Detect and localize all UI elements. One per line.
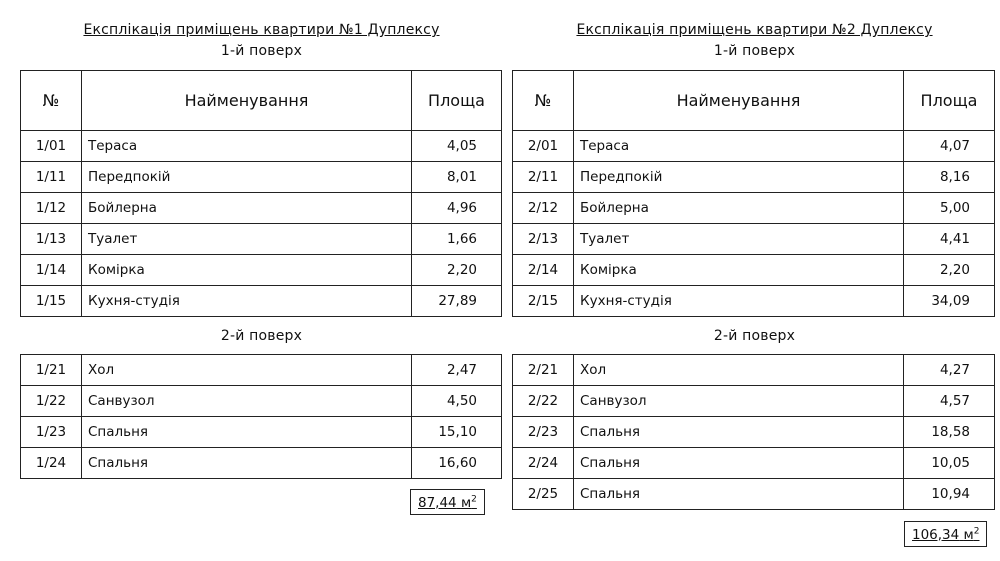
room-number-cell: 1/01 [21, 131, 82, 162]
apartment-2-floor-2-table [512, 354, 995, 510]
room-number-cell: 1/11 [21, 162, 82, 193]
room-number-cell: 2/24 [513, 448, 574, 479]
room-name-cell: Хол [574, 355, 904, 386]
room-name-cell: Кухня-студія [82, 286, 412, 317]
room-area-cell: 4,96 [412, 193, 502, 224]
room-name-cell: Кухня-студія [574, 286, 904, 317]
apartment-1-floor-2-table [20, 354, 502, 479]
table-row [513, 193, 995, 224]
header-no: № [513, 71, 574, 131]
apartment-1-title: Експлікація приміщень квартири №1 Дуплексу [83, 22, 440, 38]
table-row [21, 355, 502, 386]
total-unit-exponent: 2 [973, 526, 980, 536]
table-row [513, 162, 995, 193]
room-name-cell: Спальня [574, 479, 904, 510]
room-number-cell: 2/01 [513, 131, 574, 162]
header-area: Площа [904, 71, 995, 131]
room-name-cell: Бойлерна [574, 193, 904, 224]
room-area-cell: 8,01 [412, 162, 502, 193]
room-number-cell: 1/21 [21, 355, 82, 386]
room-number-cell: 2/15 [513, 286, 574, 317]
table-row [513, 286, 995, 317]
room-name-cell: Туалет [82, 224, 412, 255]
room-area-cell: 8,16 [904, 162, 995, 193]
room-name-cell: Комірка [574, 255, 904, 286]
room-name-cell: Спальня [82, 448, 412, 479]
room-name-cell: Тераса [82, 131, 412, 162]
room-number-cell: 2/13 [513, 224, 574, 255]
apartment-2-title: Експлікація приміщень квартири №2 Дуплексу [576, 22, 933, 38]
room-area-cell: 27,89 [412, 286, 502, 317]
room-area-cell: 2,47 [412, 355, 502, 386]
header-no: № [21, 71, 82, 131]
apartment-1-total-area [410, 489, 485, 515]
total-unit-exponent: 2 [471, 494, 477, 504]
table-row [513, 479, 995, 510]
apartment-2-floor-2-label: 2-й поверх [713, 328, 796, 344]
total-value: 87,44 [418, 494, 457, 511]
table-row [21, 193, 502, 224]
room-name-cell: Спальня [574, 448, 904, 479]
room-number-cell: 2/23 [513, 417, 574, 448]
table-header-row [513, 71, 995, 131]
room-area-cell: 34,09 [904, 286, 995, 317]
room-number-cell: 2/22 [513, 386, 574, 417]
room-area-cell: 4,50 [412, 386, 502, 417]
table-row [21, 448, 502, 479]
table-row [513, 386, 995, 417]
room-area-cell: 10,05 [904, 448, 995, 479]
room-number-cell: 1/22 [21, 386, 82, 417]
apartment-2-total-area [904, 521, 987, 547]
room-number-cell: 1/23 [21, 417, 82, 448]
room-area-cell: 5,00 [904, 193, 995, 224]
table-row [513, 131, 995, 162]
table-row [21, 162, 502, 193]
apartment-1-floor-1-table [20, 70, 502, 317]
room-area-cell: 4,27 [904, 355, 995, 386]
room-area-cell: 2,20 [412, 255, 502, 286]
room-name-cell: Спальня [574, 417, 904, 448]
table-row [21, 224, 502, 255]
room-area-cell: 4,41 [904, 224, 995, 255]
header-area: Площа [412, 71, 502, 131]
table-row [513, 224, 995, 255]
room-name-cell: Передпокій [574, 162, 904, 193]
room-number-cell: 1/24 [21, 448, 82, 479]
room-number-cell: 1/15 [21, 286, 82, 317]
header-name: Найменування [82, 71, 412, 131]
room-name-cell: Туалет [574, 224, 904, 255]
room-name-cell: Санвузол [574, 386, 904, 417]
header-name: Найменування [574, 71, 904, 131]
room-number-cell: 2/25 [513, 479, 574, 510]
room-area-cell: 4,57 [904, 386, 995, 417]
room-number-cell: 1/12 [21, 193, 82, 224]
table-header-row [21, 71, 502, 131]
table-row [513, 417, 995, 448]
apartment-1-floor-1-label: 1-й поверх [220, 43, 303, 59]
apartment-1-floor-2-label: 2-й поверх [220, 328, 303, 344]
table-row [21, 417, 502, 448]
room-area-cell: 10,94 [904, 479, 995, 510]
total-value: 106,34 [912, 526, 960, 543]
table-row [21, 131, 502, 162]
table-row [21, 286, 502, 317]
room-name-cell: Тераса [574, 131, 904, 162]
room-area-cell: 4,05 [412, 131, 502, 162]
table-row [21, 386, 502, 417]
room-name-cell: Санвузол [82, 386, 412, 417]
room-area-cell: 15,10 [412, 417, 502, 448]
room-name-cell: Передпокій [82, 162, 412, 193]
apartment-2-floor-1-label: 1-й поверх [713, 43, 796, 59]
table-row [513, 355, 995, 386]
room-number-cell: 2/11 [513, 162, 574, 193]
room-area-cell: 4,07 [904, 131, 995, 162]
room-area-cell: 1,66 [412, 224, 502, 255]
total-unit: м [963, 526, 974, 543]
room-number-cell: 2/12 [513, 193, 574, 224]
room-area-cell: 18,58 [904, 417, 995, 448]
table-row [21, 255, 502, 286]
room-number-cell: 1/13 [21, 224, 82, 255]
room-number-cell: 1/14 [21, 255, 82, 286]
room-name-cell: Хол [82, 355, 412, 386]
room-number-cell: 2/14 [513, 255, 574, 286]
table-row [513, 448, 995, 479]
room-name-cell: Бойлерна [82, 193, 412, 224]
total-unit: м [460, 494, 472, 511]
room-name-cell: Комірка [82, 255, 412, 286]
room-area-cell: 16,60 [412, 448, 502, 479]
room-area-cell: 2,20 [904, 255, 995, 286]
room-number-cell: 2/21 [513, 355, 574, 386]
apartment-2-floor-1-table [512, 70, 995, 317]
room-name-cell: Спальня [82, 417, 412, 448]
table-row [513, 255, 995, 286]
